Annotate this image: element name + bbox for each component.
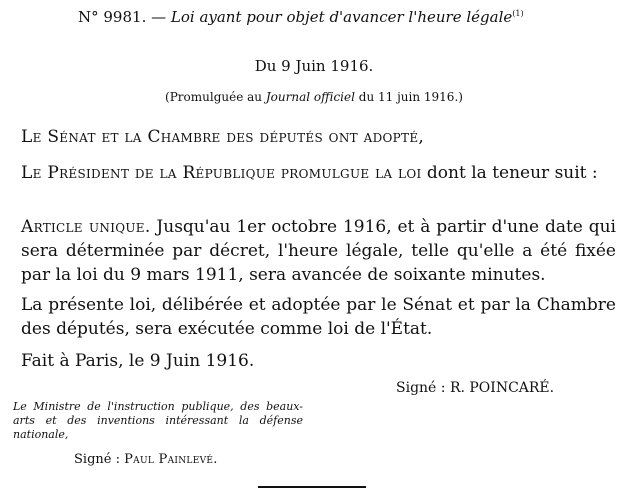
- president-rest: dont la teneur suit :: [421, 163, 598, 183]
- minister-sig-prefix: Signé :: [74, 452, 125, 467]
- promulgation-after: du 11 juin 1916.): [354, 90, 463, 104]
- president-signature: Signé : R. POINCARÉ.: [396, 380, 555, 396]
- footnote-mark: (1): [512, 9, 524, 18]
- law-title: [78, 10, 524, 25]
- law-title-text: — Loi ayant pour objet d'avancer l'heure légale: [151, 8, 513, 26]
- bottom-rule: [258, 486, 366, 488]
- minister-name: Paul Painlevé.: [124, 452, 218, 467]
- minister-title: Le Ministre de l'instruction publique, des beaux-arts et des inventions intéressant la défense nationale,: [13, 400, 303, 441]
- law-number: N° 9981.: [78, 8, 147, 26]
- article-heading: Article unique.: [21, 217, 151, 237]
- journal-name: Journal officiel: [265, 90, 355, 104]
- article-text: Jusqu'au 1er octobre 1916, et à partir d'une date qui sera déterminée par décret, l'heure légale, telle qu'elle a été fixée par la loi du 9 mars 1911, sera avancée de soixante minutes.: [21, 217, 616, 285]
- deliberation-paragraph: La présente loi, délibérée et adoptée par le Sénat et par la Chambre des députés, sera exécutée comme loi de l'État.: [21, 295, 616, 339]
- promulgation-note: [0, 91, 628, 103]
- president-paragraph: [21, 161, 616, 185]
- president-smallcaps: Le Président de la République promulgue la loi: [21, 163, 422, 183]
- article-paragraph: [21, 215, 616, 287]
- minister-signature: [74, 453, 218, 466]
- date-line: Du 9 Juin 1916.: [254, 57, 374, 75]
- adopted-paragraph: Le Sénat et la Chambre des députés ont adopté,: [21, 127, 425, 147]
- promulgation-before: (Promulguée au: [165, 90, 266, 104]
- done-at-line: Fait à Paris, le 9 Juin 1916.: [21, 351, 255, 371]
